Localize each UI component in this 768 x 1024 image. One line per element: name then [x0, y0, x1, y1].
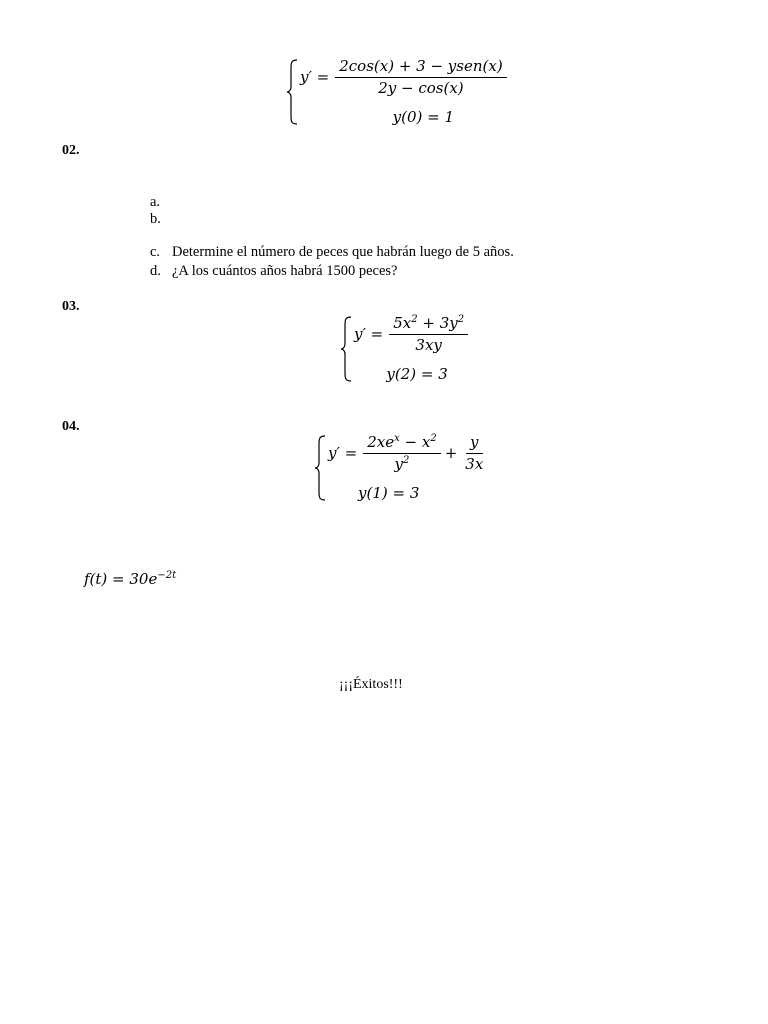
plus-sign: +: [444, 444, 458, 462]
ode-fraction: [389, 316, 468, 353]
list-marker: c.: [150, 244, 161, 260]
initial-condition: y(2) = 3: [386, 365, 448, 383]
equation-system-01: [286, 59, 507, 125]
exponent: 2: [411, 314, 418, 325]
problem-label-04: 04.: [62, 419, 80, 434]
fraction-denominator: 3xy: [415, 336, 442, 354]
fraction-numerator: [363, 435, 440, 454]
problem-label-02: 02.: [62, 143, 80, 158]
exponent: 2: [430, 433, 437, 444]
list-text: ¿A los cuántos años habrá 1500 peces?: [172, 263, 398, 279]
list-item-a: [150, 194, 172, 211]
list-item-d: [150, 263, 398, 280]
fraction-denominator: 2y − cos(x): [378, 79, 464, 97]
term: y: [394, 455, 404, 473]
term: − x: [404, 433, 431, 451]
exponent: 2: [457, 314, 465, 325]
ode-fraction: [335, 59, 506, 96]
initial-condition: y(0) = 1: [392, 108, 455, 126]
list-marker: a.: [150, 194, 161, 210]
exponent: 2: [403, 455, 410, 466]
fraction-denominator: [391, 454, 414, 472]
problem-label-03: 03.: [62, 299, 80, 314]
formula-base: f(t) = 30e: [84, 570, 158, 588]
exponent: x: [394, 433, 400, 444]
ode-row: [354, 316, 468, 353]
left-brace-icon: [286, 59, 298, 125]
term: 2xe: [367, 433, 395, 451]
formula-exponent: −2t: [157, 570, 177, 581]
fraction-numerator: 2cos(x) + 3 − ysen(x): [335, 59, 506, 78]
ode-lhs: y′ =: [300, 68, 330, 86]
term: + 3y: [422, 314, 458, 332]
fraction-denominator: 3x: [465, 455, 484, 473]
decay-formula: [84, 572, 176, 587]
list-item-b: [150, 211, 172, 228]
ode-row: [300, 59, 507, 96]
fraction-numerator: y: [466, 435, 482, 454]
closing-message: ¡¡¡Éxitos!!!: [339, 677, 403, 692]
list-marker: d.: [150, 263, 161, 279]
equation-system-03: [340, 316, 468, 382]
ode-lhs: y′ =: [328, 444, 358, 462]
left-brace-icon: [340, 316, 352, 382]
list-marker: b.: [150, 211, 161, 227]
equation-system-04: [314, 435, 487, 501]
left-brace-icon: [314, 435, 326, 501]
list-text: Determine el número de peces que habrán luego de 5 años.: [172, 244, 514, 260]
ode-fraction-2: [461, 435, 487, 472]
ode-fraction: [363, 435, 440, 472]
initial-condition: y(1) = 3: [358, 484, 420, 502]
fraction-numerator: [389, 316, 468, 335]
ode-row: [328, 435, 487, 472]
term: 5x: [393, 314, 412, 332]
list-item-c: [150, 244, 514, 261]
ode-lhs: y′ =: [354, 325, 384, 343]
